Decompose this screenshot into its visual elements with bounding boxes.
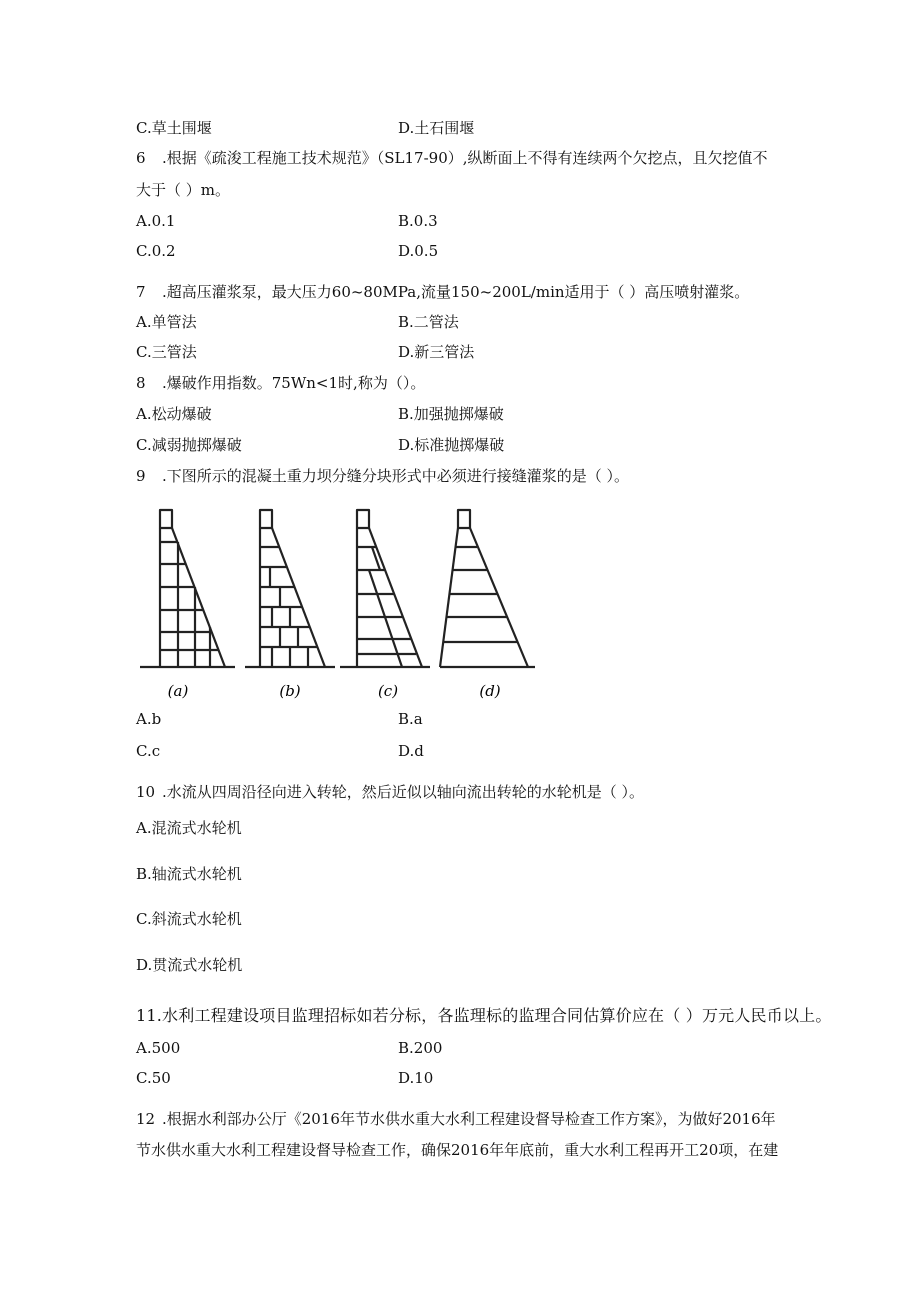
option-b: B.二管法	[398, 313, 459, 331]
dam-section-b	[245, 510, 335, 667]
option-a: A.0.1	[136, 212, 176, 230]
question-text: .超高压灌浆泵，最大压力60~80MPa,流量150~200L/min适用于（ ）高压喷射灌浆。	[162, 283, 750, 301]
option-c: C.50	[136, 1069, 171, 1087]
dam-joint-figure	[140, 502, 540, 702]
dam-section-d	[440, 510, 535, 667]
option-d: D.d	[398, 742, 424, 760]
option-a: A.单管法	[136, 313, 197, 331]
option-b: B.0.3	[398, 212, 438, 230]
question-text: .根据《疏浚工程施工技术规范》（SL17-90）,纵断面上不得有连续两个欠挖点，且欠挖值不	[162, 149, 768, 167]
question-number: 7	[136, 283, 146, 301]
question-9	[136, 466, 629, 486]
option-b: B.加强抛掷爆破	[398, 405, 504, 423]
question-text: .水利工程建设项目监理招标如若分标，各监理标的监理合同估算价应在（ ）万元人民币以上。	[156, 1006, 832, 1025]
option-b: B.a	[398, 710, 423, 728]
caption-d: (d)	[479, 682, 501, 700]
question-text: .爆破作用指数。75Wn<1时,称为（）。	[162, 374, 426, 392]
option-d: D.贯流式水轮机	[136, 956, 243, 974]
option-c: C.c	[136, 742, 161, 760]
option-a: A.b	[136, 710, 162, 728]
caption-a: (a)	[167, 682, 189, 700]
option-b: B.轴流式水轮机	[136, 865, 242, 883]
question-11	[136, 1006, 832, 1026]
question-number: 9	[136, 467, 146, 485]
question-6-continued: 大于（ ）m。	[136, 181, 230, 199]
question-6	[136, 148, 768, 168]
option-c: C.斜流式水轮机	[136, 910, 242, 928]
question-12	[136, 1109, 776, 1129]
option-b: B.200	[398, 1039, 443, 1057]
question-12-continued: 节水供水重大水利工程建设督导检查工作，确保2016年年底前，重大水利工程再开工20项，在建	[136, 1141, 779, 1159]
caption-b: (b)	[279, 682, 301, 700]
question-text: .下图所示的混凝土重力坝分缝分块形式中必须进行接缝灌浆的是（ ）。	[162, 467, 630, 485]
option-d: D.0.5	[398, 242, 439, 260]
question-number: 11	[136, 1006, 157, 1025]
question-number: 8	[136, 374, 146, 392]
dam-section-c	[340, 510, 430, 667]
option-c: C.三管法	[136, 343, 197, 361]
dam-section-a	[140, 510, 235, 667]
option-c: C.草土围堰	[136, 119, 212, 137]
option-a: A.松动爆破	[136, 405, 212, 423]
option-c: C.0.2	[136, 242, 176, 260]
question-8	[136, 373, 425, 393]
option-d: D.标准抛掷爆破	[398, 436, 505, 454]
question-number: 12	[136, 1110, 156, 1128]
question-10	[136, 782, 644, 802]
question-number: 6	[136, 149, 146, 167]
question-text: .根据水利部办公厅《2016年节水供水重大水利工程建设督导检查工作方案》，为做好2016年	[162, 1110, 776, 1128]
option-c: C.减弱抛掷爆破	[136, 436, 242, 454]
option-a: A.混流式水轮机	[136, 819, 242, 837]
option-d: D.新三管法	[398, 343, 475, 361]
option-a: A.500	[136, 1039, 181, 1057]
dam-sections-diagram	[140, 502, 540, 702]
option-d: D.10	[398, 1069, 434, 1087]
question-text: .水流从四周沿径向进入转轮，然后近似以轴向流出转轮的水轮机是（ ）。	[162, 783, 645, 801]
caption-c: (c)	[377, 682, 399, 700]
question-number: 10	[136, 783, 156, 801]
question-7	[136, 282, 749, 302]
option-d: D.土石围堰	[398, 119, 475, 137]
